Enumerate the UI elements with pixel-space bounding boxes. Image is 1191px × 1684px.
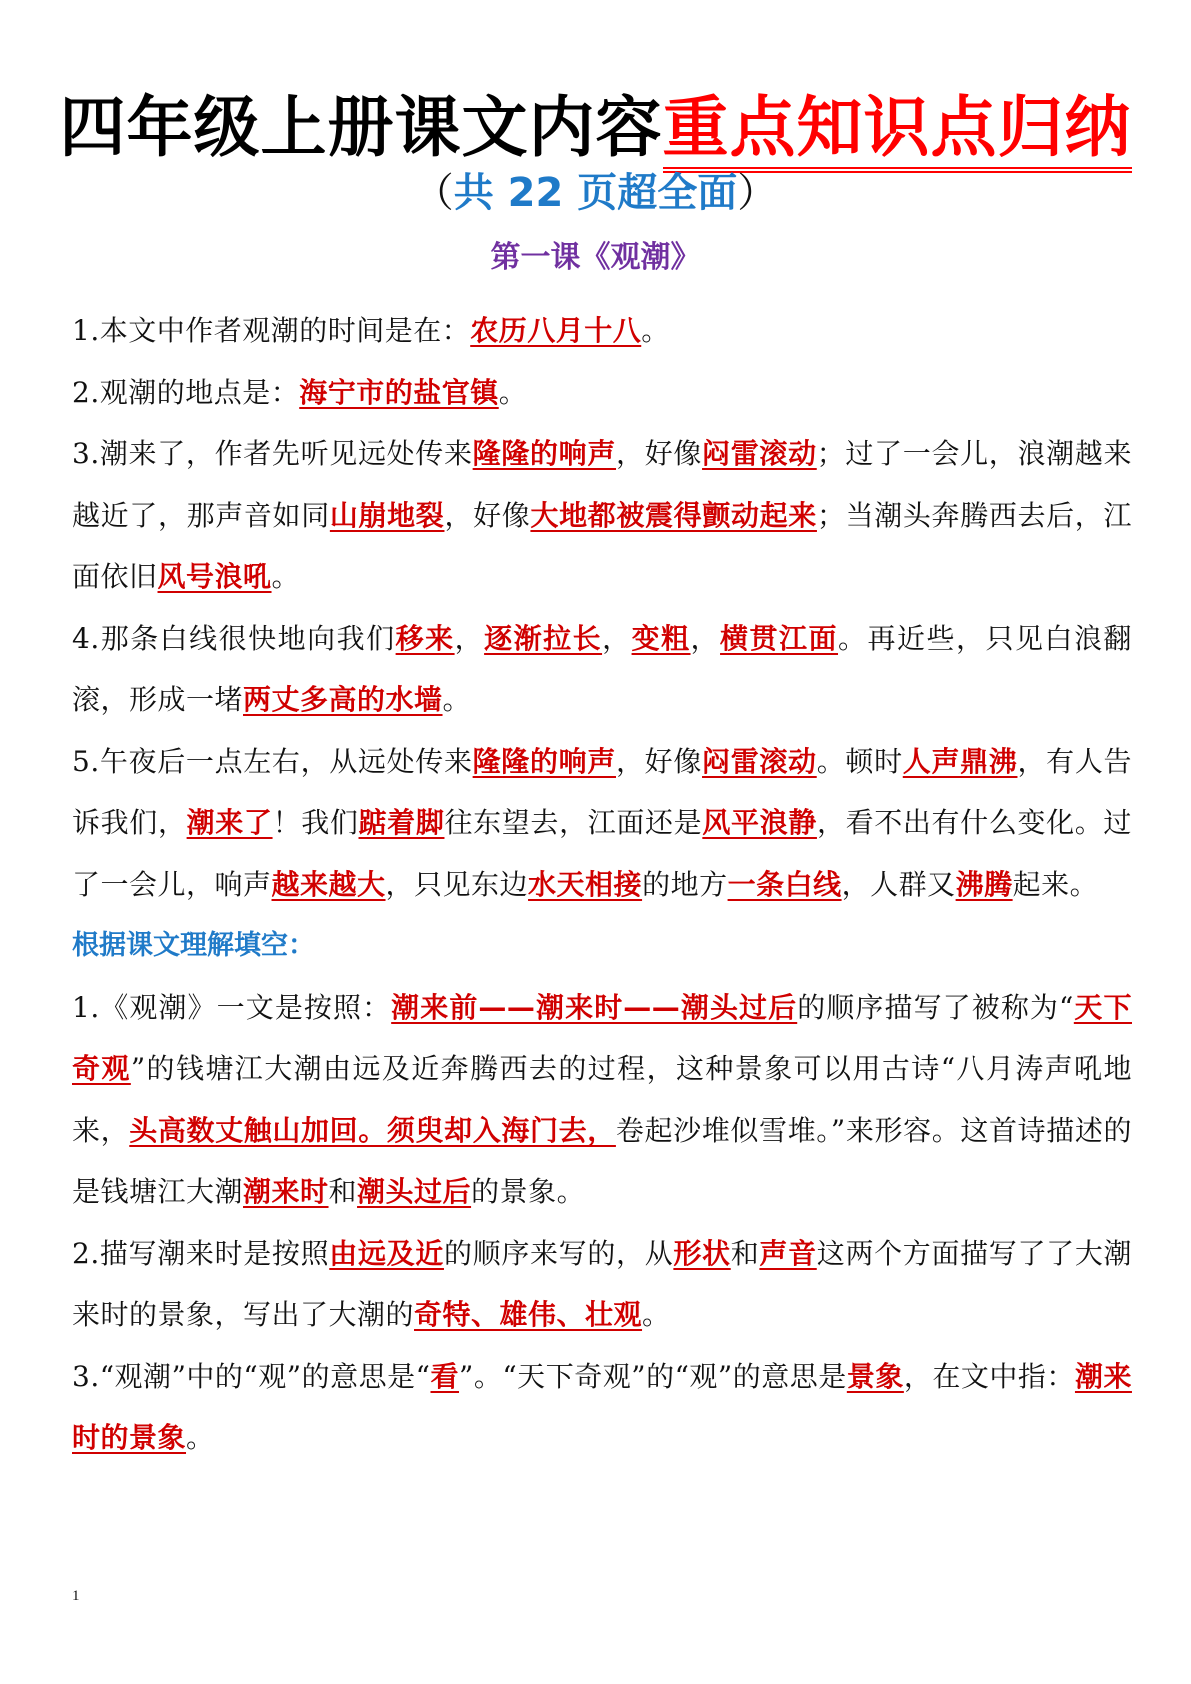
answer-highlight: 隆隆的响声	[472, 744, 616, 778]
page-number: 1	[72, 1588, 80, 1604]
paragraph-text: 。	[271, 560, 301, 593]
paragraph-text: 。	[498, 375, 528, 409]
answer-highlight: 沸腾	[955, 867, 1013, 901]
paragraph-text: 的顺序描写了被称为“	[797, 990, 1074, 1024]
paragraph-text: 。再近些，只见白浪翻滚，形成一堵	[72, 621, 1132, 716]
paragraph-text: ，好像	[444, 498, 531, 532]
answer-highlight: 潮来时的景象	[72, 1359, 1132, 1454]
answer-highlight: 闷雷滚动	[702, 744, 817, 778]
answer-highlight: 由远及近	[329, 1236, 444, 1270]
answer-highlight: 风号浪吼	[157, 560, 272, 593]
paragraph-text: 5.午夜后一点左右，从远处传来	[72, 744, 473, 778]
document-title	[0, 88, 1191, 168]
paragraph-text: 的景象。	[471, 1175, 586, 1208]
paragraph	[72, 362, 1132, 424]
answer-highlight: 闷雷滚动	[702, 437, 817, 470]
answer-highlight: 水天相接	[528, 867, 643, 901]
answer-highlight: 横贯江面	[720, 621, 839, 655]
paragraph-text: ”的钱塘江大潮由远及近奔腾西去的过程，这种景象可以用古诗“八月涛声吼地来，	[72, 1052, 1132, 1147]
answer-highlight: 两丈多高的水墙	[243, 683, 443, 716]
answer-highlight: 看	[430, 1359, 460, 1393]
paragraph-text: ，有人告诉我们，	[72, 744, 1132, 839]
paragraph	[72, 1223, 1132, 1346]
paragraph-text: ，	[602, 621, 632, 655]
paragraph-text: 。	[186, 1421, 215, 1454]
fill-in-list	[72, 977, 1132, 1469]
paragraph-text: 。	[442, 683, 472, 716]
answer-highlight: 潮来了	[186, 806, 273, 839]
answer-highlight: 景象	[846, 1359, 904, 1393]
answer-highlight: 潮来时	[243, 1175, 329, 1208]
paragraph	[72, 731, 1132, 916]
subtitle-text: 共 22 页超全面	[453, 170, 738, 216]
paragraph-text: 4.那条白线很快地向我们	[72, 621, 396, 655]
title-black-part: 四年级上册课文内容	[59, 89, 663, 166]
key-points-list	[72, 300, 1132, 915]
paragraph	[72, 300, 1132, 362]
answer-highlight: 海宁市的盐官镇	[299, 375, 499, 409]
paragraph	[72, 608, 1132, 731]
paragraph-text: 3.潮来了，作者先听见远处传来	[72, 437, 473, 470]
answer-highlight: 奇特、雄伟、壮观	[414, 1298, 643, 1331]
paragraph-text: 起来。	[1012, 867, 1099, 901]
paragraph-text: ，只见东边	[385, 867, 529, 901]
paragraph-text: 1.《观潮》一文是按照：	[72, 990, 392, 1024]
paragraph-text: 2.观潮的地点是：	[72, 375, 300, 409]
paragraph-text: ，在文中指：	[903, 1359, 1075, 1393]
document-subtitle	[0, 165, 1191, 221]
paragraph-text: ，好像	[616, 437, 703, 470]
answer-highlight: 越来越大	[271, 867, 386, 901]
answer-highlight: 潮来前——潮来时——潮头过后	[391, 990, 798, 1024]
paragraph-text: ；当潮头奔腾西去后，江面依旧	[72, 498, 1132, 593]
paragraph-text: 往东望去，江面还是	[444, 806, 703, 839]
paragraph	[72, 423, 1132, 608]
answer-highlight: 农历八月十八	[470, 314, 642, 347]
paragraph-text: 和	[730, 1236, 760, 1270]
paragraph-text: ，好像	[616, 744, 703, 778]
paragraph-text: 2.描写潮来时是按照	[72, 1236, 330, 1270]
paragraph-text: 和	[328, 1175, 358, 1208]
paragraph-text: ，人群又	[841, 867, 956, 901]
paragraph-text: ，	[690, 621, 721, 655]
answer-highlight: 风平浪静	[702, 806, 817, 839]
answer-highlight: 天下奇观	[72, 990, 1132, 1085]
paragraph-text: ，看不出有什么变化。过了一会儿，响声	[72, 806, 1132, 901]
lesson-title: 第一课《观潮》	[490, 240, 701, 275]
paragraph-text: 的地方	[642, 867, 728, 901]
answer-highlight: 变粗	[631, 621, 691, 655]
paragraph-text: ，	[454, 621, 485, 655]
answer-highlight: 形状	[673, 1236, 731, 1270]
paragraph-text: 。	[641, 314, 670, 347]
section-heading: 根据课文理解填空：	[72, 930, 315, 961]
title-red-part: 重点知识点归纳	[663, 89, 1132, 173]
paragraph-text: 卷起沙堆似雪堆。”来形容。这首诗描述的是钱塘江大潮	[72, 1113, 1132, 1208]
paragraph	[72, 1346, 1132, 1469]
paragraph-text: ！我们	[272, 806, 359, 839]
answer-highlight: 声音	[759, 1236, 817, 1270]
answer-highlight: 人声鼎沸	[902, 744, 1018, 778]
answer-highlight: 一条白线	[727, 867, 842, 901]
paragraph-text: 。	[642, 1298, 671, 1331]
paragraph-text: 1.本文中作者观潮的时间是在：	[72, 314, 471, 347]
subtitle-close-paren: ）	[737, 170, 778, 216]
paragraph-text: 的顺序来写的，从	[443, 1236, 674, 1270]
answer-highlight: 潮头过后	[357, 1175, 472, 1208]
answer-highlight: 山崩地裂	[329, 498, 445, 532]
answer-highlight: 逐渐拉长	[484, 621, 603, 655]
subtitle-open-paren: （	[413, 170, 454, 216]
paragraph-text: ；过了一会儿，浪潮越来越近了，那声音如同	[72, 437, 1132, 532]
paragraph-text: 。顿时	[816, 744, 903, 778]
paragraph	[72, 977, 1132, 1223]
answer-highlight: 隆隆的响声	[472, 437, 617, 470]
answer-highlight: 头高数丈触山加回。须臾却入海门去，	[129, 1113, 616, 1147]
answer-highlight: 移来	[395, 621, 455, 655]
document-body	[72, 300, 1132, 1469]
paragraph-text: 这两个方面描写了了大潮来时的景象，写出了大潮的	[72, 1236, 1132, 1331]
paragraph-text: 3.“观潮”中的“观”的意思是“	[72, 1359, 431, 1393]
answer-highlight: 大地都被震得颤动起来	[530, 498, 817, 532]
paragraph-text: ”。“天下奇观”的“观”的意思是	[459, 1359, 847, 1393]
answer-highlight: 踮着脚	[358, 806, 445, 839]
